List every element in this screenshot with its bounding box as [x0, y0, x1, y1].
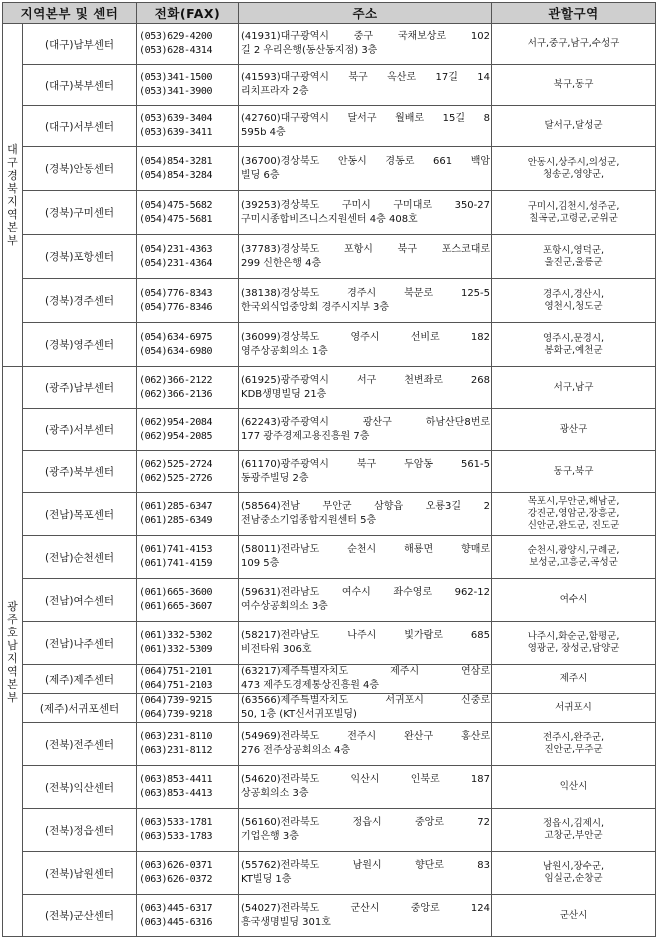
phone-number: (063)445-6317	[139, 902, 213, 914]
table-row	[3, 852, 656, 895]
address-line: (54620)전라북도 익산시 인북로 187	[241, 774, 491, 785]
phone-number: (053)629-4200	[139, 31, 213, 42]
phone-number: (061)285-6347	[139, 501, 213, 512]
table-row	[3, 493, 656, 536]
fax-number: (063)231-8112	[139, 745, 213, 756]
jurisdiction-cell	[492, 852, 656, 895]
center-name: (광주)북부센터	[23, 451, 137, 493]
address-cell	[239, 191, 492, 235]
region-name-char: 호	[7, 625, 18, 639]
address-line: 빌딩 6층	[241, 169, 280, 181]
center-name: (경북)영주센터	[23, 323, 137, 367]
address-line: 비전타워 306호	[241, 644, 312, 655]
phone-fax-cell	[137, 147, 239, 191]
address-line: 109 5층	[241, 558, 280, 569]
region-name-char: 주	[7, 612, 18, 626]
address-cell	[239, 451, 492, 493]
jurisdiction-line: 포항시,영덕군,	[542, 244, 605, 256]
phone-fax-cell	[137, 493, 239, 536]
address-line: 276 전주상공회의소 4층	[241, 745, 351, 756]
phone-number: (054)231-4363	[139, 243, 213, 255]
table-row	[3, 279, 656, 323]
center-name: (경북)구미센터	[23, 191, 137, 235]
center-name: (전남)순천센터	[23, 536, 137, 579]
address-cell	[239, 65, 492, 106]
fax-number: (061)665-3607	[139, 601, 213, 612]
phone-fax-cell	[137, 24, 239, 65]
fax-number: (054)854-3284	[139, 169, 213, 181]
address-cell	[239, 493, 492, 536]
table-row	[3, 536, 656, 579]
jurisdiction-line: 영천시,청도군	[544, 300, 603, 312]
region-name-char: 남	[7, 638, 18, 652]
header-region: 지역본부 및 센터	[3, 3, 137, 24]
region-name-char: 부	[7, 690, 18, 704]
table-row	[3, 895, 656, 937]
address-line: 동광주빌딩 2층	[241, 472, 309, 484]
region-name-char: 광	[7, 599, 18, 613]
center-name: (전남)목포센터	[23, 493, 137, 536]
fax-number: (062)954-2085	[139, 430, 213, 442]
center-name: (제주)제주센터	[23, 665, 137, 694]
fax-number: (063)853-4413	[139, 788, 213, 799]
address-cell	[239, 895, 492, 937]
jurisdiction-line: 달서구,달성군	[544, 120, 603, 131]
jurisdiction-line: 서구,중구,남구,수성구	[527, 38, 620, 49]
jurisdiction-cell	[492, 409, 656, 451]
jurisdiction-line: 서구,남구	[553, 381, 594, 393]
address-line: 473 제주도경제통상진흥원 4층	[241, 680, 380, 691]
address-cell	[239, 723, 492, 766]
phone-fax-cell	[137, 367, 239, 409]
jurisdiction-line: 진안군,무주군	[544, 744, 603, 755]
jurisdiction-line: 고창군,부안군	[544, 830, 603, 841]
region-name-char: 경	[7, 169, 18, 182]
jurisdiction-cell	[492, 147, 656, 191]
address-line: 영주상공회의소 1층	[241, 345, 328, 357]
jurisdiction-cell	[492, 106, 656, 147]
table-row	[3, 694, 656, 723]
center-name: (광주)남부센터	[23, 367, 137, 409]
address-cell	[239, 766, 492, 809]
region-name-char: 지	[7, 195, 18, 208]
jurisdiction-line: 나주시,화순군,함평군,	[527, 631, 620, 642]
table-row	[3, 665, 656, 694]
jurisdiction-line: 북구,동구	[553, 79, 594, 90]
jurisdiction-line: 경주시,경산시,	[542, 288, 605, 300]
address-line: 50, 1층 (KT신서귀포빌딩)	[241, 709, 357, 720]
phone-number: (063)853-4411	[139, 774, 213, 785]
fax-number: (064)751-2103	[139, 680, 213, 691]
fax-number: (054)231-4364	[139, 257, 213, 269]
jurisdiction-cell	[492, 694, 656, 723]
jurisdiction-line: 익산시	[559, 781, 588, 792]
jurisdiction-line: 신안군,완도군, 진도군	[527, 520, 620, 531]
address-line: (54027)전라북도 군산시 중앙로 124	[241, 902, 491, 914]
address-line: (37783)경상북도 포항시 북구 포스코대로	[241, 243, 491, 255]
phone-fax-cell	[137, 895, 239, 937]
phone-fax-cell	[137, 723, 239, 766]
address-line: (63217)제주특별자치도 제주시 연삼로	[241, 666, 491, 677]
center-name: (제주)서귀포센터	[23, 694, 137, 723]
center-name: (전북)전주센터	[23, 723, 137, 766]
phone-fax-cell	[137, 809, 239, 852]
center-name: (전남)여수센터	[23, 579, 137, 622]
table-row	[3, 323, 656, 367]
address-line: 구미시종합비즈니스지원센터 4층 408호	[241, 213, 418, 225]
phone-number: (053)341-1500	[139, 72, 213, 83]
address-cell	[239, 147, 492, 191]
center-name: (광주)서부센터	[23, 409, 137, 451]
address-cell	[239, 367, 492, 409]
jurisdiction-line: 봉화군,예천군	[544, 344, 603, 356]
table-row	[3, 451, 656, 493]
fax-number: (061)285-6349	[139, 515, 213, 526]
jurisdiction-line: 여수시	[559, 594, 588, 605]
phone-fax-cell	[137, 323, 239, 367]
center-name: (전북)군산센터	[23, 895, 137, 937]
address-line: 여수상공회의소 3층	[241, 601, 328, 612]
fax-number: (063)533-1783	[139, 831, 213, 842]
phone-fax-cell	[137, 852, 239, 895]
address-line: (59631)전라남도 여수시 좌수영로 962-12	[241, 587, 491, 598]
jurisdiction-line: 구미시,김천시,성주군,	[527, 200, 620, 212]
center-directory-table	[2, 2, 656, 937]
region-name-char: 부	[7, 234, 18, 247]
jurisdiction-cell	[492, 367, 656, 409]
center-name: (전남)나주센터	[23, 622, 137, 665]
phone-number: (062)954-2084	[139, 416, 213, 428]
address-cell	[239, 536, 492, 579]
address-line: 177 광주경제고용진흥원 7층	[241, 430, 370, 442]
region-name-char: 지	[7, 651, 18, 665]
phone-number: (054)475-5682	[139, 199, 213, 211]
phone-fax-cell	[137, 622, 239, 665]
address-line: (38138)경상북도 경주시 북문로 125-5	[241, 287, 491, 299]
table-row	[3, 65, 656, 106]
table-row	[3, 766, 656, 809]
address-cell	[239, 24, 492, 65]
address-line: (55762)전라북도 남원시 향단로 83	[241, 860, 491, 871]
address-cell	[239, 409, 492, 451]
table-row	[3, 106, 656, 147]
address-line: 상공회의소 3층	[241, 788, 309, 799]
phone-number: (063)626-0371	[139, 860, 213, 871]
address-line: 흥국생명빌딩 301호	[241, 916, 331, 928]
jurisdiction-line: 영광군, 장성군,담양군	[527, 643, 620, 654]
address-line: 길 2 우리은행(동산동지점) 3층	[241, 45, 378, 56]
center-name: (대구)북부센터	[23, 65, 137, 106]
region-name-char: 역	[7, 664, 18, 678]
table-header-row	[3, 3, 656, 24]
phone-fax-cell	[137, 235, 239, 279]
address-line: (61925)광주광역시 서구 천변좌로 268	[241, 374, 491, 386]
table-row	[3, 723, 656, 766]
jurisdiction-line: 목포시,무안군,해남군,	[527, 496, 620, 507]
fax-number: (053)341-3900	[139, 86, 213, 97]
address-cell	[239, 852, 492, 895]
address-line: KDB생명빌딩 21층	[241, 388, 327, 400]
address-line: (58564)전남 무안군 삼향읍 오룡3길 2	[241, 501, 491, 512]
phone-fax-cell	[137, 536, 239, 579]
fax-number: (054)776-8346	[139, 301, 213, 313]
region-name-char: 본	[7, 221, 18, 234]
phone-fax-cell	[137, 65, 239, 106]
address-line: (42760)대구광역시 달서구 월배로 15길 8	[241, 113, 491, 124]
phone-number: (053)639-3404	[139, 113, 213, 124]
center-name: (전북)정읍센터	[23, 809, 137, 852]
header-phone: 전화(FAX)	[137, 3, 239, 24]
address-cell	[239, 235, 492, 279]
address-line: (62243)광주광역시 광산구 하남산단8번로	[241, 416, 491, 428]
fax-number: (064)739-9218	[139, 709, 213, 720]
jurisdiction-cell	[492, 723, 656, 766]
center-name: (경북)안동센터	[23, 147, 137, 191]
jurisdiction-cell	[492, 895, 656, 937]
table-row	[3, 809, 656, 852]
fax-number: (061)332-5309	[139, 644, 213, 655]
fax-number: (054)475-5681	[139, 213, 213, 225]
jurisdiction-line: 임실군,순창군	[544, 873, 603, 884]
header-area: 관할구역	[492, 3, 656, 24]
jurisdiction-line: 칠곡군,고령군,군위군	[529, 212, 618, 224]
phone-fax-cell	[137, 191, 239, 235]
address-cell	[239, 106, 492, 147]
phone-fax-cell	[137, 665, 239, 694]
address-line: (63566)제주특별자치도 서귀포시 신중로	[241, 695, 491, 706]
jurisdiction-line: 전주시,완주군,	[542, 732, 605, 743]
table-row	[3, 622, 656, 665]
table-row	[3, 235, 656, 279]
region-name-cell	[3, 24, 23, 367]
fax-number: (053)628-4314	[139, 45, 213, 56]
jurisdiction-cell	[492, 235, 656, 279]
phone-number: (062)525-2724	[139, 458, 213, 470]
jurisdiction-line: 제주시	[559, 673, 588, 684]
jurisdiction-cell	[492, 191, 656, 235]
phone-fax-cell	[137, 409, 239, 451]
fax-number: (061)741-4159	[139, 558, 213, 569]
phone-number: (054)854-3281	[139, 155, 213, 167]
phone-number: (061)741-4153	[139, 544, 213, 555]
center-name: (전북)남원센터	[23, 852, 137, 895]
region-name-char: 본	[7, 677, 18, 691]
jurisdiction-cell	[492, 323, 656, 367]
jurisdiction-line: 서귀포시	[555, 702, 592, 713]
jurisdiction-cell	[492, 665, 656, 694]
address-cell	[239, 665, 492, 694]
fax-number: (062)525-2726	[139, 472, 213, 484]
address-line: (39253)경상북도 구미시 구미대로 350-27	[241, 199, 491, 211]
region-name-char: 대	[7, 143, 18, 156]
header-address: 주소	[239, 3, 492, 24]
jurisdiction-cell	[492, 279, 656, 323]
jurisdiction-line: 강진군,영암군,장흥군,	[527, 508, 620, 519]
phone-number: (061)665-3600	[139, 587, 213, 598]
table-row	[3, 409, 656, 451]
table-row	[3, 367, 656, 409]
jurisdiction-line: 남원시,장수군,	[542, 861, 605, 872]
jurisdiction-line: 순천시,광양시,구례군,	[527, 545, 620, 556]
jurisdiction-line: 청송군,영양군,	[542, 168, 605, 180]
address-line: 전남중소기업종합지원센터 5층	[241, 515, 377, 526]
jurisdiction-line: 영주시,문경시,	[542, 332, 605, 344]
phone-number: (063)533-1781	[139, 817, 213, 828]
jurisdiction-cell	[492, 809, 656, 852]
address-cell	[239, 694, 492, 723]
table-row	[3, 24, 656, 65]
jurisdiction-cell	[492, 24, 656, 65]
phone-number: (064)751-2101	[139, 666, 213, 677]
phone-fax-cell	[137, 106, 239, 147]
address-line: (58011)전라남도 순천시 해룡면 향매로	[241, 544, 491, 555]
center-name: (전북)익산센터	[23, 766, 137, 809]
fax-number: (063)445-6316	[139, 916, 213, 928]
address-line: 기업은행 3층	[241, 831, 299, 842]
address-cell	[239, 323, 492, 367]
phone-number: (061)332-5302	[139, 630, 213, 641]
center-name: (경북)경주센터	[23, 279, 137, 323]
region-name-char: 구	[7, 156, 18, 169]
phone-fax-cell	[137, 579, 239, 622]
table-row	[3, 579, 656, 622]
phone-number: (054)634-6975	[139, 331, 213, 343]
region-name-cell	[3, 367, 23, 937]
fax-number: (062)366-2136	[139, 388, 213, 400]
address-line: (58217)전라남도 나주시 빛가람로 685	[241, 630, 491, 641]
jurisdiction-line: 군산시	[559, 909, 588, 921]
jurisdiction-line: 안동시,상주시,의성군,	[527, 156, 620, 168]
phone-number: (063)231-8110	[139, 731, 213, 742]
phone-number: (054)776-8343	[139, 287, 213, 299]
fax-number: (054)634-6980	[139, 345, 213, 357]
jurisdiction-cell	[492, 493, 656, 536]
address-line: 299 신한은행 4층	[241, 257, 322, 269]
region-name-char: 역	[7, 208, 18, 221]
address-line: (36700)경상북도 안동시 경동로 661 백암	[241, 155, 491, 167]
center-name: (대구)남부센터	[23, 24, 137, 65]
phone-fax-cell	[137, 766, 239, 809]
jurisdiction-cell	[492, 766, 656, 809]
jurisdiction-cell	[492, 622, 656, 665]
fax-number: (063)626-0372	[139, 874, 213, 885]
phone-fax-cell	[137, 451, 239, 493]
jurisdiction-cell	[492, 579, 656, 622]
address-line: (36099)경상북도 영주시 선비로 182	[241, 331, 491, 343]
address-cell	[239, 809, 492, 852]
jurisdiction-cell	[492, 65, 656, 106]
address-cell	[239, 279, 492, 323]
address-line: 리치프라자 2층	[241, 86, 309, 97]
region-name-char: 북	[7, 182, 18, 195]
phone-number: (064)739-9215	[139, 695, 213, 706]
fax-number: (053)639-3411	[139, 127, 213, 138]
phone-fax-cell	[137, 279, 239, 323]
jurisdiction-line: 울진군,울릉군	[544, 256, 603, 268]
jurisdiction-line: 광산구	[559, 423, 588, 435]
jurisdiction-line: 정읍시,김제시,	[542, 818, 605, 829]
jurisdiction-cell	[492, 536, 656, 579]
center-name: (대구)서부센터	[23, 106, 137, 147]
address-line: 595b 4층	[241, 127, 286, 138]
address-line: (56160)전라북도 정읍시 중앙로 72	[241, 817, 491, 828]
address-line: (41593)대구광역시 북구 옥산로 17길 14	[241, 72, 491, 83]
jurisdiction-line: 동구,북구	[553, 465, 594, 477]
table-row	[3, 147, 656, 191]
address-line: KT빌딩 1층	[241, 874, 292, 885]
center-name: (경북)포항센터	[23, 235, 137, 279]
address-line: 한국외식업중앙회 경주시지부 3층	[241, 301, 389, 313]
address-cell	[239, 579, 492, 622]
address-cell	[239, 622, 492, 665]
jurisdiction-line: 보성군,고흥군,곡성군	[529, 557, 618, 568]
jurisdiction-cell	[492, 451, 656, 493]
address-line: (61170)광주광역시 북구 두암동 561-5	[241, 458, 491, 470]
address-line: (54969)전라북도 전주시 완산구 홍산로	[241, 731, 491, 742]
phone-fax-cell	[137, 694, 239, 723]
phone-number: (062)366-2122	[139, 374, 213, 386]
address-line: (41931)대구광역시 중구 국채보상로 102	[241, 31, 491, 42]
table-row	[3, 191, 656, 235]
